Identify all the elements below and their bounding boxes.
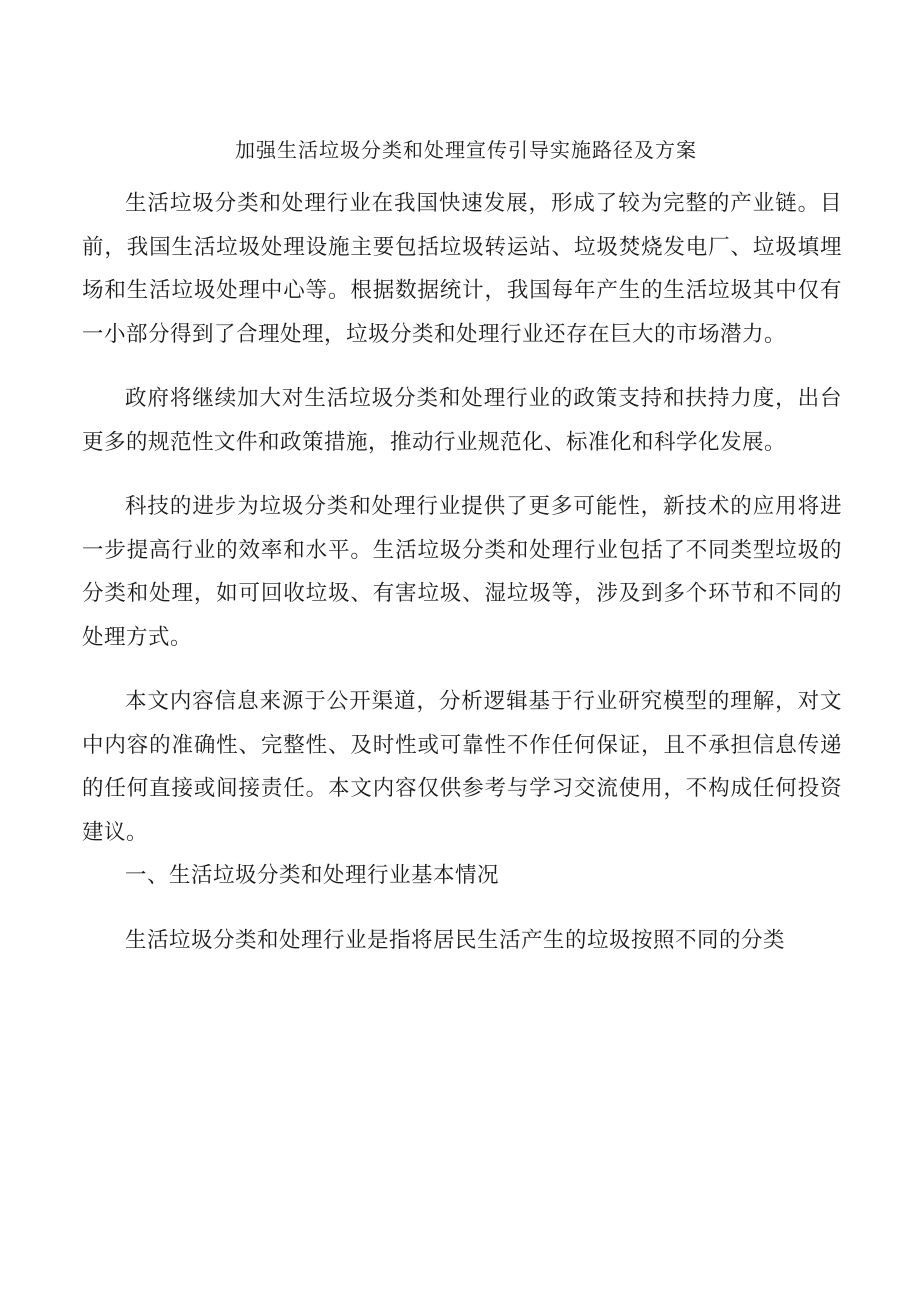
document-body bbox=[82, 128, 842, 962]
paragraph-section-intro: 生活垃圾分类和处理行业是指将居民生活产生的垃圾按照不同的分类 bbox=[125, 927, 786, 953]
paragraph-industry-overview: 生活垃圾分类和处理行业在我国快速发展，形成了较为完整的产业链。目前，我国生活垃圾处理设施主要包括垃圾转运站、垃圾焚烧发电厂、垃圾填埋场和生活垃圾处理中心等。根据数据统计，我国每年产生的生活垃圾其中仅有一小部分得到了合理处理，垃圾分类和处理行业还存在巨大的市场潜力。 bbox=[82, 191, 842, 347]
paragraph-policy-support: 政府将继续加大对生活垃圾分类和处理行业的政策支持和扶持力度，出台更多的规范性文件和政策措施，推动行业规范化、标准化和科学化发展。 bbox=[82, 386, 842, 455]
paragraph-technology: 科技的进步为垃圾分类和处理行业提供了更多可能性，新技术的应用将进一步提高行业的效率和水平。生活垃圾分类和处理行业包括了不同类型垃圾的分类和处理，如可回收垃圾、有害垃圾、湿垃圾等，涉及到多个环节和不同的处理方式。 bbox=[82, 494, 842, 650]
document-title: 加强生活垃圾分类和处理宣传引导实施路径及方案 bbox=[235, 138, 697, 162]
paragraph-disclaimer: 本文内容信息来源于公开渠道，分析逻辑基于行业研究模型的理解，对文中内容的准确性、完整性、及时性或可靠性不作任何保证，且不承担信息传递的任何直接或间接责任。本文内容仅供参考与学习交流使用，不构成任何投资建议。 bbox=[82, 689, 842, 845]
section-heading: 一、生活垃圾分类和处理行业基本情况 bbox=[125, 863, 500, 888]
